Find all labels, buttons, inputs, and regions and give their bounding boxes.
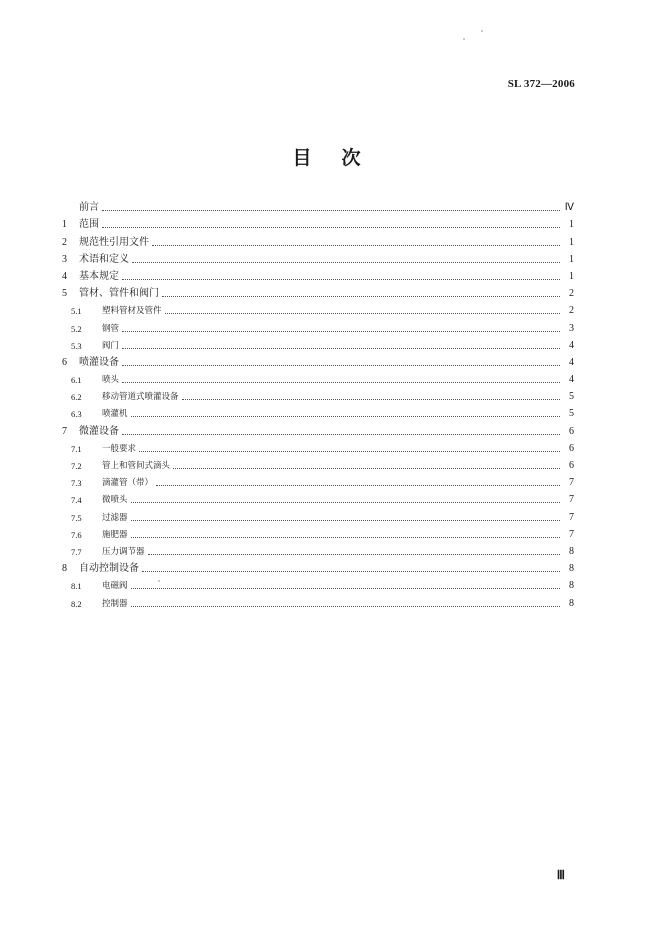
toc-entry-number: 7.1 (71, 443, 82, 454)
toc-entry-number: 4 (62, 270, 67, 282)
toc-entry-page: 7 (569, 494, 574, 506)
toc-entry-page: 2 (569, 288, 574, 300)
toc-entry-number: 5.2 (71, 323, 82, 334)
toc-entry (62, 438, 574, 455)
toc-entry-label: 过滤器 (102, 512, 128, 523)
toc-dot-leader (122, 347, 560, 349)
toc-dot-leader (182, 398, 560, 400)
toc-entry-label: 管上和管间式滴头 (102, 461, 171, 471)
toc-entry (62, 524, 574, 541)
toc-entry-page: 1 (569, 270, 574, 282)
toc-entry (62, 283, 574, 300)
toc-entry-label: 电磁阀 (102, 581, 128, 592)
toc-entry-number: 8.1 (71, 581, 82, 592)
toc-dot-leader (132, 261, 560, 263)
toc-entry (62, 231, 574, 248)
toc-entry (62, 455, 574, 472)
scan-speck (481, 30, 483, 32)
toc-entry (62, 197, 574, 214)
toc-entry-label: 喷灌设备 (79, 356, 119, 368)
toc-title-right: 次 (341, 147, 361, 169)
toc-entry (62, 541, 574, 558)
scan-speck (463, 38, 465, 40)
toc-entry-number: 8.2 (71, 598, 82, 609)
toc-entry-number: 7.3 (71, 478, 82, 489)
toc-dot-leader (102, 209, 560, 211)
toc-entry-number: 6 (62, 356, 67, 368)
toc-entry-number: 3 (62, 253, 67, 265)
toc-entry (62, 249, 574, 266)
toc-entry (62, 489, 574, 506)
toc-entry-number: 7.7 (71, 546, 82, 557)
toc-entry-number: 6.1 (71, 375, 82, 386)
toc-entry-page: 6 (569, 425, 574, 437)
toc-entry-page: 8 (569, 597, 574, 609)
toc-entry-label: 一般要求 (102, 443, 137, 454)
toc-entry-number: 2 (62, 236, 67, 248)
toc-entry-number: 7.5 (71, 512, 82, 523)
toc-title (0, 143, 653, 170)
toc-entry (62, 386, 574, 403)
standard-code: SL 372—2006 (507, 78, 575, 90)
toc-dot-leader (156, 484, 560, 486)
toc-dot-leader (102, 226, 560, 228)
toc-entry-label: 术语和定义 (79, 253, 129, 265)
toc-entry-number: 8 (62, 563, 67, 575)
toc-dot-leader (122, 364, 560, 366)
toc-entry (62, 266, 574, 283)
toc-entry-page: 1 (569, 219, 574, 231)
toc-entry-page: 7 (569, 528, 574, 540)
toc-dot-leader (165, 312, 560, 314)
toc-entry-page: 4 (569, 339, 574, 351)
toc-dot-leader (122, 381, 560, 383)
toc-dot-leader (122, 330, 560, 332)
toc-entry-number: 5.1 (71, 306, 82, 317)
toc-entry (62, 369, 574, 386)
toc-entry-number: 7 (62, 425, 67, 437)
toc-entry (62, 506, 574, 523)
toc-dot-leader (131, 536, 560, 538)
toc-entry-page: 7 (569, 511, 574, 523)
toc-dot-leader (122, 278, 560, 280)
toc-entry-number: 1 (62, 219, 67, 231)
toc-entry (62, 558, 574, 575)
toc-entry (62, 592, 574, 609)
toc-dot-leader (142, 570, 560, 572)
toc-entry-label: 塑料管材及管件 (102, 306, 162, 317)
toc-entry-page: 6 (569, 460, 574, 471)
toc-entry-number: 5.3 (71, 340, 82, 351)
toc-entry-label: 压力调节器 (102, 546, 145, 557)
toc-entry-label: 喷灌机 (102, 409, 128, 420)
toc-entry (62, 403, 574, 420)
toc-dot-leader (131, 415, 560, 417)
scan-speck (158, 580, 160, 582)
toc-entry-label: 控制器 (102, 598, 128, 609)
toc-entry-label: 管材、管件和阀门 (79, 288, 159, 300)
toc-entry-page: 5 (569, 391, 574, 403)
toc-entry-page: 2 (569, 305, 574, 317)
toc-dot-leader (162, 295, 560, 297)
toc-entry-label: 范围 (79, 219, 99, 231)
toc-entry-page: 5 (569, 408, 574, 420)
toc-entry-label: 微喷头 (102, 495, 128, 506)
toc-entry-label: 基本规定 (79, 270, 119, 282)
page-folio: Ⅲ (556, 868, 565, 882)
toc-entry-label: 自动控制设备 (79, 563, 139, 575)
toc-entry-number: 6.2 (71, 392, 82, 403)
toc-entry-page: 1 (569, 236, 574, 248)
toc-dot-leader (131, 501, 560, 503)
toc-entry-page: 8 (569, 563, 574, 575)
toc-entry-number: 6.3 (71, 409, 82, 420)
toc-dot-leader (131, 587, 560, 589)
toc-entry (62, 300, 574, 317)
toc-entry-label: 微灌设备 (79, 425, 119, 437)
toc-dot-leader (139, 450, 560, 452)
toc-entry-label: 移动管道式喷灌设备 (102, 392, 179, 403)
toc-entry-page: 4 (569, 356, 574, 368)
toc-entry (62, 214, 574, 231)
toc-dot-leader (131, 519, 560, 521)
toc-entry-page: 6 (569, 442, 574, 454)
toc-entry (62, 335, 574, 352)
toc-dot-leader (131, 605, 560, 607)
toc-entry (62, 472, 574, 489)
toc-dot-leader (173, 467, 560, 469)
toc-entry-page: 8 (569, 545, 574, 557)
toc-entry-label: 滴灌管（带） (102, 478, 154, 489)
toc-entry-label: 阀门 (102, 340, 120, 351)
toc-entry-number: 5 (62, 288, 67, 300)
toc-entry-label: 前言 (79, 202, 99, 214)
toc-title-left: 目 (292, 147, 312, 169)
toc-entry-label: 施肥器 (102, 529, 128, 540)
toc-entry-page: 1 (569, 253, 574, 265)
table-of-contents (62, 197, 574, 610)
toc-dot-leader (148, 553, 560, 555)
toc-entry-number: 7.4 (71, 495, 82, 506)
toc-dot-leader (152, 244, 560, 246)
toc-entry-page: Ⅳ (564, 202, 574, 214)
toc-entry-number: 7.6 (71, 529, 82, 540)
toc-entry-number: 7.2 (71, 461, 82, 471)
toc-entry-page: 4 (569, 374, 574, 386)
toc-entry-page: 7 (569, 477, 574, 489)
toc-entry (62, 317, 574, 334)
toc-entry (62, 420, 574, 437)
toc-entry (62, 352, 574, 369)
toc-entry (62, 575, 574, 592)
toc-dot-leader (122, 433, 560, 435)
toc-entry-label: 喷头 (102, 375, 120, 386)
toc-entry-page: 8 (569, 580, 574, 592)
toc-entry-label: 钢管 (102, 323, 120, 334)
toc-entry-label: 规范性引用文件 (79, 236, 149, 248)
toc-entry-page: 3 (569, 322, 574, 334)
